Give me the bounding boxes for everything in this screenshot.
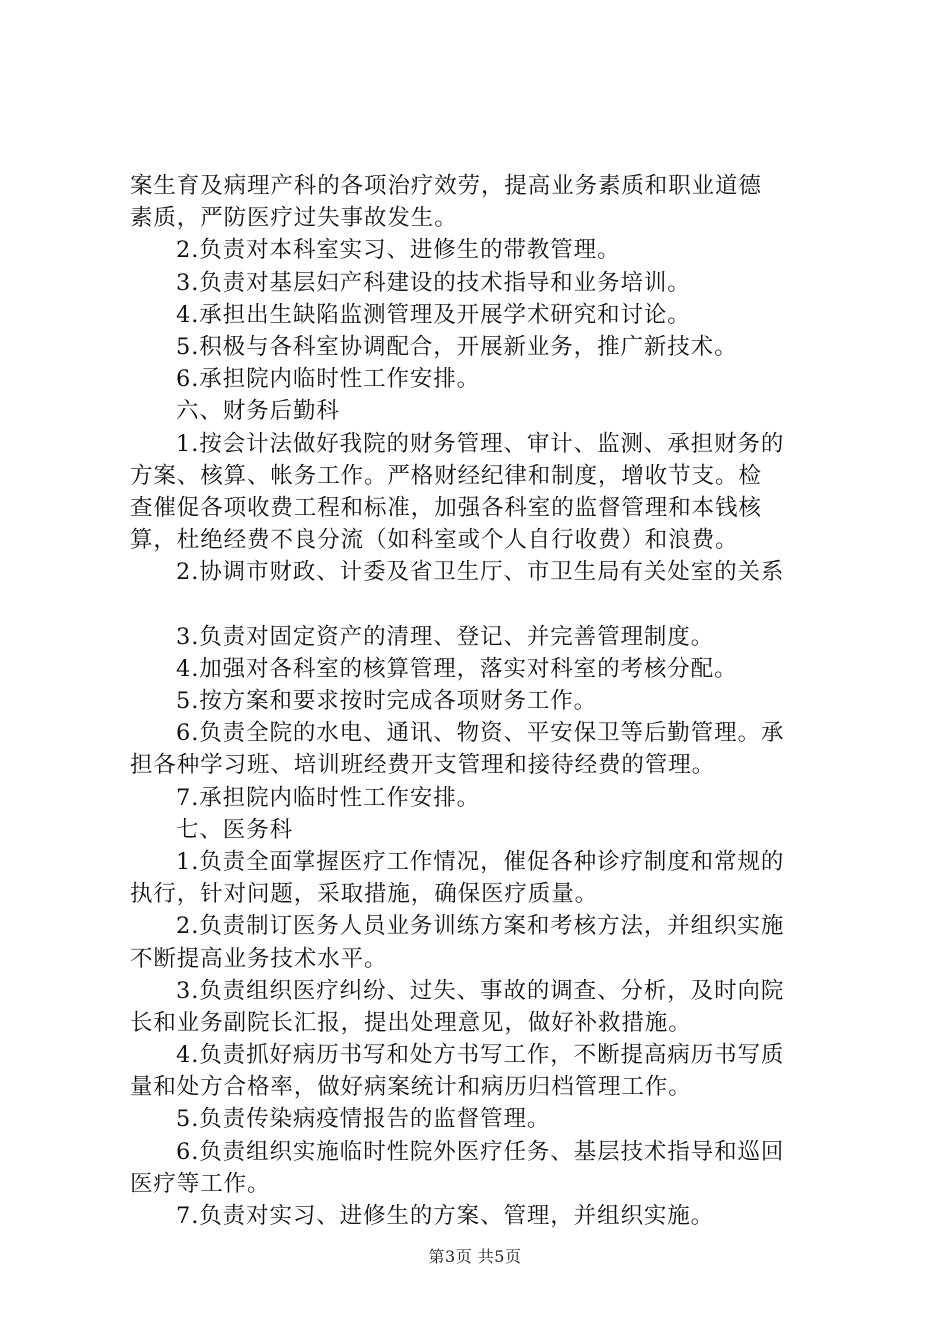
paragraph-line: 执行，针对问题，采取措施，确保医疗质量。 <box>130 881 599 908</box>
paragraph-line: 量和处方合格率，做好病案统计和病历归档管理工作。 <box>130 1074 692 1101</box>
paragraph-line: 算，杜绝经费不良分流（如科室或个人自行收费）和浪费。 <box>130 527 739 554</box>
section-heading: 六、财务后勤科 <box>176 398 340 425</box>
list-item: 1.负责全面掌握医疗工作情况，催促各种诊疗制度和常规的 <box>176 848 785 875</box>
blank-line <box>130 588 832 620</box>
document-body <box>130 170 832 1232</box>
paragraph-line: 方案、核算、帐务工作。严格财经纪律和制度，增收节支。检 <box>130 462 762 489</box>
list-item: 4.承担出生缺陷监测管理及开展学术研究和讨论。 <box>176 301 691 328</box>
list-item: 2.负责对本科室实习、进修生的带教管理。 <box>176 237 621 264</box>
list-item: 4.加强对各科室的核算管理，落实对科室的考核分配。 <box>176 655 738 682</box>
paragraph-line: 案生育及病理产科的各项治疗效劳，提高业务素质和职业道德 <box>130 173 762 199</box>
list-item: 5.按方案和要求按时完成各项财务工作。 <box>176 688 598 714</box>
list-item: 6.承担院内临时性工作安排。 <box>176 366 481 393</box>
list-item: 3.负责对固定资产的清理、登记、并完善管理制度。 <box>176 623 715 650</box>
paragraph-line: 长和业务副院长汇报，提出处理意见，做好补救措施。 <box>130 1009 692 1036</box>
list-item: 3.负责组织医疗纠纷、过失、事故的调查、分析，及时向院 <box>176 977 785 1004</box>
section-heading: 七、医务科 <box>176 816 294 843</box>
list-item: 7.承担院内临时性工作安排。 <box>176 784 481 811</box>
list-item: 6.负责全院的水电、通讯、物资、平安保卫等后勤管理。承 <box>176 720 785 747</box>
paragraph-line: 素质，严防医疗过失事故发生。 <box>130 205 458 232</box>
list-item: 2.协调市财政、计委及省卫生厅、市卫生局有关处室的关系 <box>176 559 785 586</box>
list-item: 7.负责对实习、进修生的方案、管理，并组织实施。 <box>176 1203 715 1229</box>
paragraph-line: 不断提高业务技术水平。 <box>130 945 388 972</box>
paragraph-line: 担各种学习班、培训班经费开支管理和接待经费的管理。 <box>130 752 716 779</box>
list-item: 6.负责组织实施临时性院外医疗任务、基层技术指导和巡回 <box>176 1138 785 1165</box>
page-number: 第3页 共5页 <box>428 1247 522 1266</box>
list-item: 2.负责制订医务人员业务训练方案和考核方法，并组织实施 <box>176 913 785 940</box>
paragraph-line: 查催促各项收费工程和标准，加强各科室的监督管理和本钱核 <box>130 494 762 521</box>
paragraph-line: 医疗等工作。 <box>130 1170 271 1197</box>
list-item: 5.积极与各科室协调配合，开展新业务，推广新技术。 <box>176 333 738 360</box>
list-item: 4.负责抓好病历书写和处方书写工作，不断提高病历书写质 <box>176 1042 785 1069</box>
list-item: 1.按会计法做好我院的财务管理、审计、监测、承担财务的 <box>176 430 785 457</box>
list-item: 3.负责对基层妇产科建设的技术指导和业务培训。 <box>176 269 691 296</box>
list-item: 5.负责传染病疫情报告的监督管理。 <box>176 1106 551 1133</box>
